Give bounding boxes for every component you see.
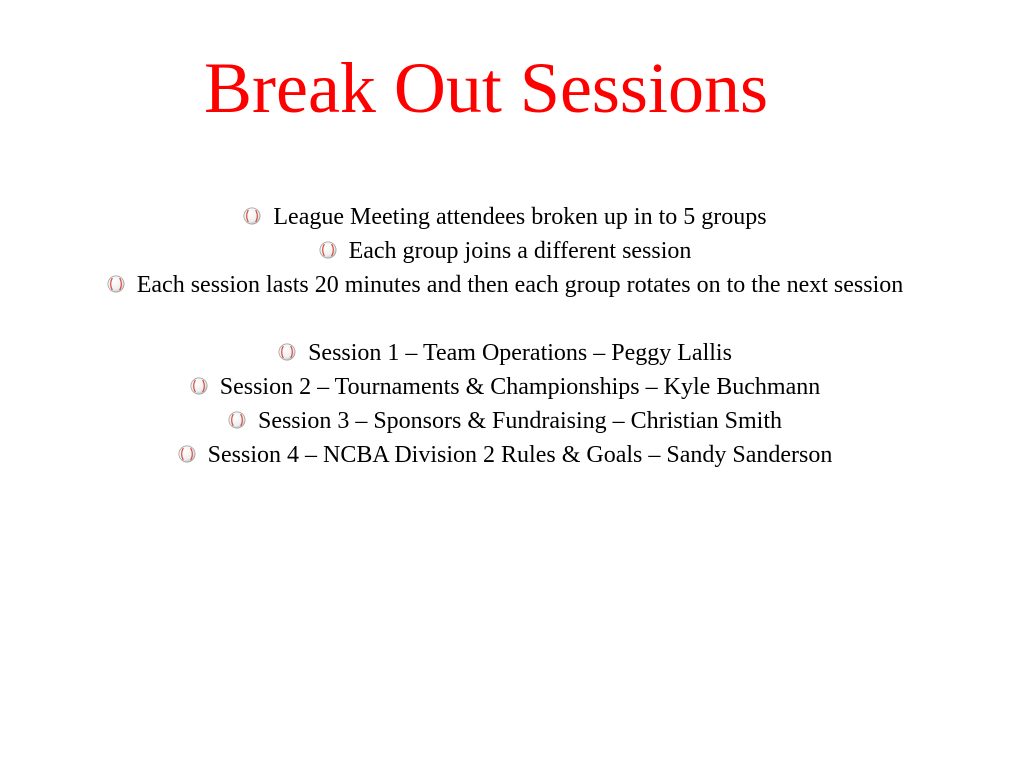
baseball-icon — [278, 343, 296, 361]
bullet-text: Session 2 – Tournaments & Championships – Kyle Buchmann — [219, 374, 821, 400]
list-item — [80, 336, 930, 370]
bullet-text: Session 4 – NCBA Division 2 Rules & Goals – Sandy Sanderson — [207, 442, 833, 468]
bullet-text: Session 1 – Team Operations – Peggy Lallis — [308, 340, 732, 366]
bullet-list — [80, 200, 930, 472]
list-item — [80, 438, 930, 472]
baseball-icon — [228, 411, 246, 429]
list-item — [80, 370, 930, 404]
bullet-text: Each session lasts 20 minutes and then each group rotates on to the next session — [136, 272, 904, 298]
baseball-icon — [319, 241, 337, 259]
list-item — [80, 404, 930, 438]
slide-title: Break Out Sessions — [204, 48, 768, 128]
list-item — [80, 234, 930, 268]
bullet-text: Session 3 – Sponsors & Fundraising – Christian Smith — [257, 408, 783, 434]
list-item — [80, 200, 930, 234]
baseball-icon — [107, 275, 125, 293]
baseball-icon — [190, 377, 208, 395]
baseball-icon — [178, 445, 196, 463]
list-item — [80, 268, 930, 302]
baseball-icon — [243, 207, 261, 225]
bullet-text: League Meeting attendees broken up in to 5 groups — [273, 204, 767, 230]
bullet-text: Each group joins a different session — [348, 238, 692, 264]
